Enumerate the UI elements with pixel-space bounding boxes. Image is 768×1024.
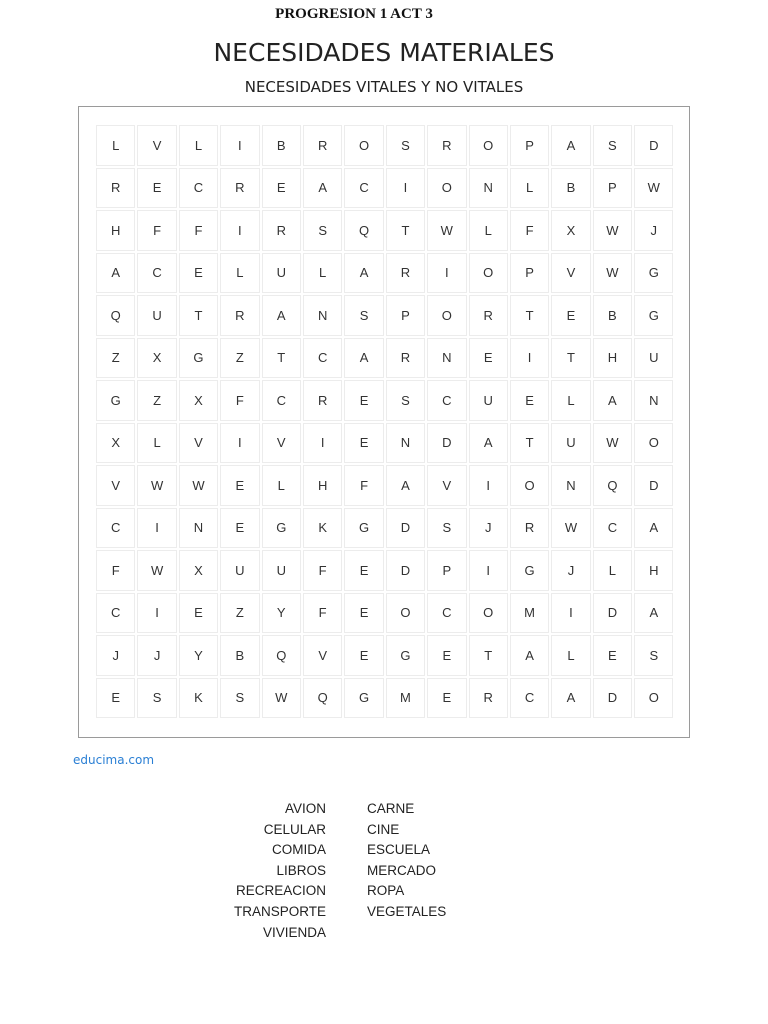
grid-cell: J: [634, 210, 673, 251]
grid-cell: A: [386, 465, 425, 506]
grid-cell: R: [96, 168, 135, 209]
grid-cell: O: [386, 593, 425, 634]
grid-cell: O: [469, 593, 508, 634]
grid-cell: C: [303, 338, 342, 379]
grid-cell: T: [262, 338, 301, 379]
grid-cell: Z: [137, 380, 176, 421]
grid-cell: F: [179, 210, 218, 251]
grid-cell: C: [427, 380, 466, 421]
grid-cell: D: [386, 550, 425, 591]
grid-cell: A: [303, 168, 342, 209]
grid-cell: B: [593, 295, 632, 336]
grid-cell: C: [179, 168, 218, 209]
grid-cell: L: [510, 168, 549, 209]
grid-cell: D: [634, 125, 673, 166]
grid-cell: D: [634, 465, 673, 506]
grid-cell: E: [510, 380, 549, 421]
grid-cell: P: [510, 125, 549, 166]
grid-cell: Q: [344, 210, 383, 251]
word-search-grid: [95, 124, 674, 719]
word-list-item: VEGETALES: [367, 903, 447, 919]
grid-cell: W: [593, 423, 632, 464]
grid-cell: O: [469, 253, 508, 294]
grid-cell: I: [220, 125, 259, 166]
grid-cell: G: [344, 678, 383, 719]
grid-cell: U: [137, 295, 176, 336]
grid-cell: H: [303, 465, 342, 506]
grid-cell: O: [344, 125, 383, 166]
grid-cell: K: [179, 678, 218, 719]
page-title: NECESIDADES MATERIALES: [213, 38, 555, 67]
grid-cell: L: [137, 423, 176, 464]
grid-cell: E: [96, 678, 135, 719]
grid-cell: V: [96, 465, 135, 506]
grid-cell: S: [220, 678, 259, 719]
grid-cell: N: [179, 508, 218, 549]
word-list-item: RECREACION: [235, 883, 326, 899]
grid-cell: H: [96, 210, 135, 251]
grid-cell: U: [634, 338, 673, 379]
grid-cell: R: [303, 380, 342, 421]
grid-cell: T: [551, 338, 590, 379]
grid-cell: E: [427, 678, 466, 719]
grid-cell: U: [262, 253, 301, 294]
grid-cell: R: [220, 168, 259, 209]
grid-cell: E: [344, 423, 383, 464]
grid-cell: V: [137, 125, 176, 166]
grid-cell: P: [593, 168, 632, 209]
grid-cell: I: [386, 168, 425, 209]
grid-cell: B: [262, 125, 301, 166]
grid-cell: X: [551, 210, 590, 251]
word-search-frame: [78, 106, 690, 738]
grid-cell: S: [386, 380, 425, 421]
grid-cell: O: [427, 168, 466, 209]
grid-cell: I: [220, 210, 259, 251]
grid-cell: Z: [220, 338, 259, 379]
grid-cell: R: [427, 125, 466, 166]
grid-cell: X: [179, 380, 218, 421]
grid-cell: A: [344, 253, 383, 294]
word-list-item: CARNE: [367, 801, 415, 816]
activity-label: PROGRESION 1 ACT 3: [275, 6, 433, 22]
grid-cell: E: [551, 295, 590, 336]
grid-cell: Q: [303, 678, 342, 719]
grid-cell: G: [634, 295, 673, 336]
grid-cell: E: [344, 593, 383, 634]
grid-cell: J: [469, 508, 508, 549]
grid-cell: P: [427, 550, 466, 591]
word-list-item: LIBROS: [276, 862, 326, 878]
site-link[interactable]: educima.com: [73, 753, 155, 767]
grid-cell: O: [469, 125, 508, 166]
grid-cell: J: [137, 635, 176, 676]
grid-cell: Z: [96, 338, 135, 379]
grid-cell: N: [469, 168, 508, 209]
grid-cell: T: [469, 635, 508, 676]
grid-cell: X: [179, 550, 218, 591]
grid-cell: V: [262, 423, 301, 464]
grid-cell: S: [303, 210, 342, 251]
grid-cell: F: [303, 593, 342, 634]
grid-cell: I: [510, 338, 549, 379]
grid-cell: P: [386, 295, 425, 336]
grid-cell: Q: [593, 465, 632, 506]
grid-cell: B: [551, 168, 590, 209]
grid-cell: O: [634, 678, 673, 719]
word-list-item: ESCUELA: [367, 842, 431, 858]
grid-cell: E: [220, 508, 259, 549]
grid-cell: Q: [262, 635, 301, 676]
grid-cell: R: [469, 678, 508, 719]
grid-cell: T: [386, 210, 425, 251]
grid-cell: I: [469, 550, 508, 591]
grid-cell: W: [137, 465, 176, 506]
grid-cell: L: [303, 253, 342, 294]
grid-cell: D: [427, 423, 466, 464]
grid-cell: A: [344, 338, 383, 379]
grid-cell: O: [510, 465, 549, 506]
grid-cell: D: [386, 508, 425, 549]
grid-cell: U: [220, 550, 259, 591]
grid-cell: E: [469, 338, 508, 379]
grid-cell: L: [469, 210, 508, 251]
grid-cell: U: [262, 550, 301, 591]
grid-cell: G: [386, 635, 425, 676]
grid-cell: V: [303, 635, 342, 676]
grid-cell: A: [96, 253, 135, 294]
grid-cell: V: [179, 423, 218, 464]
grid-cell: G: [510, 550, 549, 591]
grid-cell: L: [593, 550, 632, 591]
grid-cell: A: [551, 678, 590, 719]
grid-cell: A: [469, 423, 508, 464]
grid-cell: X: [137, 338, 176, 379]
grid-cell: R: [303, 125, 342, 166]
grid-cell: T: [179, 295, 218, 336]
grid-cell: C: [344, 168, 383, 209]
grid-cell: F: [137, 210, 176, 251]
grid-cell: C: [427, 593, 466, 634]
grid-cell: L: [220, 253, 259, 294]
grid-cell: J: [96, 635, 135, 676]
page-subtitle: NECESIDADES VITALES Y NO VITALES: [244, 78, 524, 96]
grid-cell: Y: [262, 593, 301, 634]
grid-cell: M: [386, 678, 425, 719]
word-list-item: VIVIENDA: [262, 924, 326, 940]
grid-cell: F: [96, 550, 135, 591]
grid-cell: Z: [220, 593, 259, 634]
word-list-item: COMIDA: [272, 842, 326, 858]
grid-cell: M: [510, 593, 549, 634]
grid-cell: A: [593, 380, 632, 421]
grid-cell: E: [179, 593, 218, 634]
grid-cell: C: [510, 678, 549, 719]
grid-cell: O: [427, 295, 466, 336]
grid-cell: A: [634, 508, 673, 549]
grid-cell: D: [593, 593, 632, 634]
grid-cell: Q: [96, 295, 135, 336]
grid-cell: W: [262, 678, 301, 719]
grid-cell: I: [469, 465, 508, 506]
grid-cell: W: [137, 550, 176, 591]
grid-cell: V: [427, 465, 466, 506]
grid-cell: B: [220, 635, 259, 676]
grid-cell: R: [386, 338, 425, 379]
grid-cell: S: [427, 508, 466, 549]
grid-cell: E: [179, 253, 218, 294]
grid-cell: A: [510, 635, 549, 676]
grid-cell: E: [593, 635, 632, 676]
grid-cell: I: [220, 423, 259, 464]
grid-cell: E: [220, 465, 259, 506]
grid-cell: I: [137, 508, 176, 549]
grid-cell: E: [344, 380, 383, 421]
grid-cell: L: [262, 465, 301, 506]
grid-cell: L: [179, 125, 218, 166]
grid-cell: W: [593, 253, 632, 294]
grid-cell: E: [427, 635, 466, 676]
grid-cell: S: [593, 125, 632, 166]
grid-cell: W: [593, 210, 632, 251]
grid-cell: G: [179, 338, 218, 379]
grid-cell: N: [303, 295, 342, 336]
grid-cell: I: [303, 423, 342, 464]
word-list-right: [367, 799, 446, 923]
word-list-left: [234, 799, 326, 943]
grid-cell: S: [634, 635, 673, 676]
grid-cell: F: [220, 380, 259, 421]
grid-cell: S: [137, 678, 176, 719]
grid-cell: R: [262, 210, 301, 251]
grid-cell: R: [510, 508, 549, 549]
word-list-item: TRANSPORTE: [233, 903, 326, 919]
word-list-item: CELULAR: [263, 821, 326, 837]
grid-cell: N: [551, 465, 590, 506]
grid-cell: A: [634, 593, 673, 634]
grid-cell: F: [510, 210, 549, 251]
grid-cell: X: [96, 423, 135, 464]
grid-cell: L: [551, 380, 590, 421]
grid-cell: U: [551, 423, 590, 464]
grid-cell: R: [220, 295, 259, 336]
grid-cell: L: [96, 125, 135, 166]
grid-cell: C: [593, 508, 632, 549]
grid-cell: J: [551, 550, 590, 591]
grid-cell: F: [344, 465, 383, 506]
grid-cell: C: [262, 380, 301, 421]
grid-cell: E: [344, 635, 383, 676]
grid-cell: N: [386, 423, 425, 464]
grid-cell: P: [510, 253, 549, 294]
grid-cell: I: [137, 593, 176, 634]
grid-cell: E: [137, 168, 176, 209]
grid-cell: G: [634, 253, 673, 294]
grid-cell: C: [137, 253, 176, 294]
grid-cell: D: [593, 678, 632, 719]
grid-cell: W: [634, 168, 673, 209]
grid-cell: H: [593, 338, 632, 379]
grid-cell: Y: [179, 635, 218, 676]
grid-cell: E: [262, 168, 301, 209]
grid-cell: F: [303, 550, 342, 591]
grid-cell: G: [262, 508, 301, 549]
grid-cell: T: [510, 295, 549, 336]
grid-cell: N: [427, 338, 466, 379]
grid-cell: I: [427, 253, 466, 294]
grid-cell: O: [634, 423, 673, 464]
grid-cell: U: [469, 380, 508, 421]
grid-cell: E: [344, 550, 383, 591]
grid-cell: C: [96, 593, 135, 634]
grid-cell: W: [427, 210, 466, 251]
grid-cell: H: [634, 550, 673, 591]
grid-cell: V: [551, 253, 590, 294]
grid-cell: R: [386, 253, 425, 294]
grid-cell: W: [179, 465, 218, 506]
word-list-item: ROPA: [367, 883, 405, 899]
grid-cell: L: [551, 635, 590, 676]
grid-cell: S: [386, 125, 425, 166]
word-list-item: MERCADO: [367, 862, 437, 878]
grid-cell: W: [551, 508, 590, 549]
grid-cell: A: [262, 295, 301, 336]
grid-cell: G: [344, 508, 383, 549]
grid-cell: R: [469, 295, 508, 336]
grid-cell: G: [96, 380, 135, 421]
word-list-item: AVION: [284, 801, 326, 816]
grid-cell: T: [510, 423, 549, 464]
grid-cell: A: [551, 125, 590, 166]
word-list-item: CINE: [367, 821, 400, 837]
grid-cell: S: [344, 295, 383, 336]
grid-cell: N: [634, 380, 673, 421]
grid-cell: C: [96, 508, 135, 549]
grid-cell: I: [551, 593, 590, 634]
grid-cell: K: [303, 508, 342, 549]
